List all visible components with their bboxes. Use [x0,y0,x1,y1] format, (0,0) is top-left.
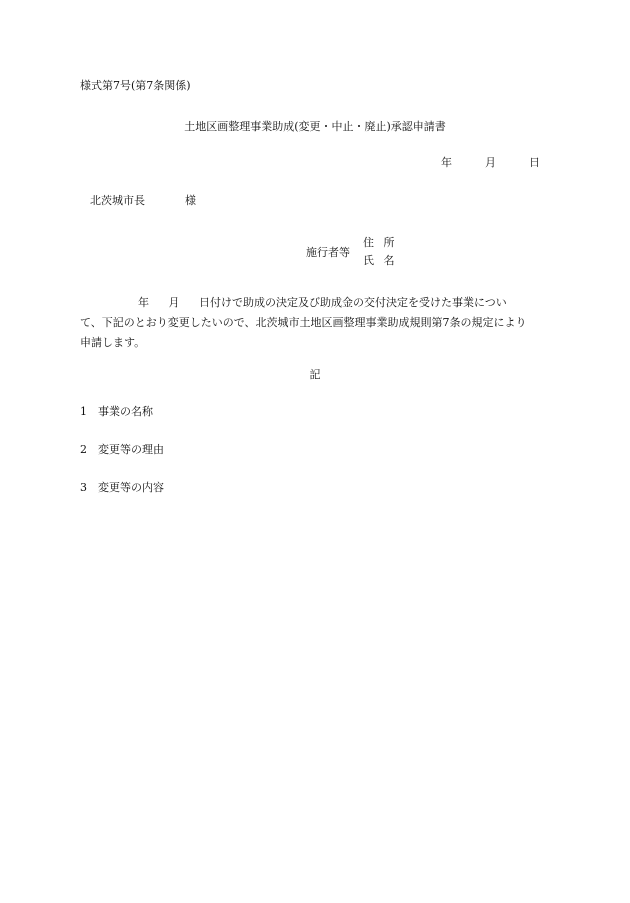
address-label: 住 所 [363,236,395,249]
applicant-label: 施行者等 [306,246,350,259]
item-number: 2 [80,443,87,456]
addressee-name: 北茨城市長 [90,194,145,207]
date-month-label: 月 [485,156,496,169]
item-number: 3 [80,481,87,494]
addressee [90,195,196,206]
item-label: 事業の名称 [98,405,153,418]
list-item [80,406,153,417]
item-number: 1 [80,405,87,418]
item-label: 変更等の理由 [98,443,164,456]
document-title: 土地区画整理事業助成(変更・中止・廃止)承認申請書 [184,120,446,133]
date-day-label: 日 [529,156,540,169]
body-line-1: 年 月 日付けで助成の決定及び助成金の交付決定を受けた事業につい [138,296,507,309]
list-item [80,444,164,455]
addressee-honorific: 様 [185,194,196,207]
item-label: 変更等の内容 [98,481,164,494]
body-paragraph [80,293,550,353]
name-label: 氏 名 [363,254,395,267]
body-line-2: て、下記のとおり変更したいので、北茨城市土地区画整理事業助成規則第7条の規定により [80,316,527,329]
date-year-label: 年 [441,156,452,169]
date-line [441,157,540,168]
ki-heading: 記 [309,368,321,381]
body-line-3: 申請します。 [80,336,146,349]
form-number: 様式第7号(第7条関係) [80,79,191,92]
list-item [80,482,164,493]
